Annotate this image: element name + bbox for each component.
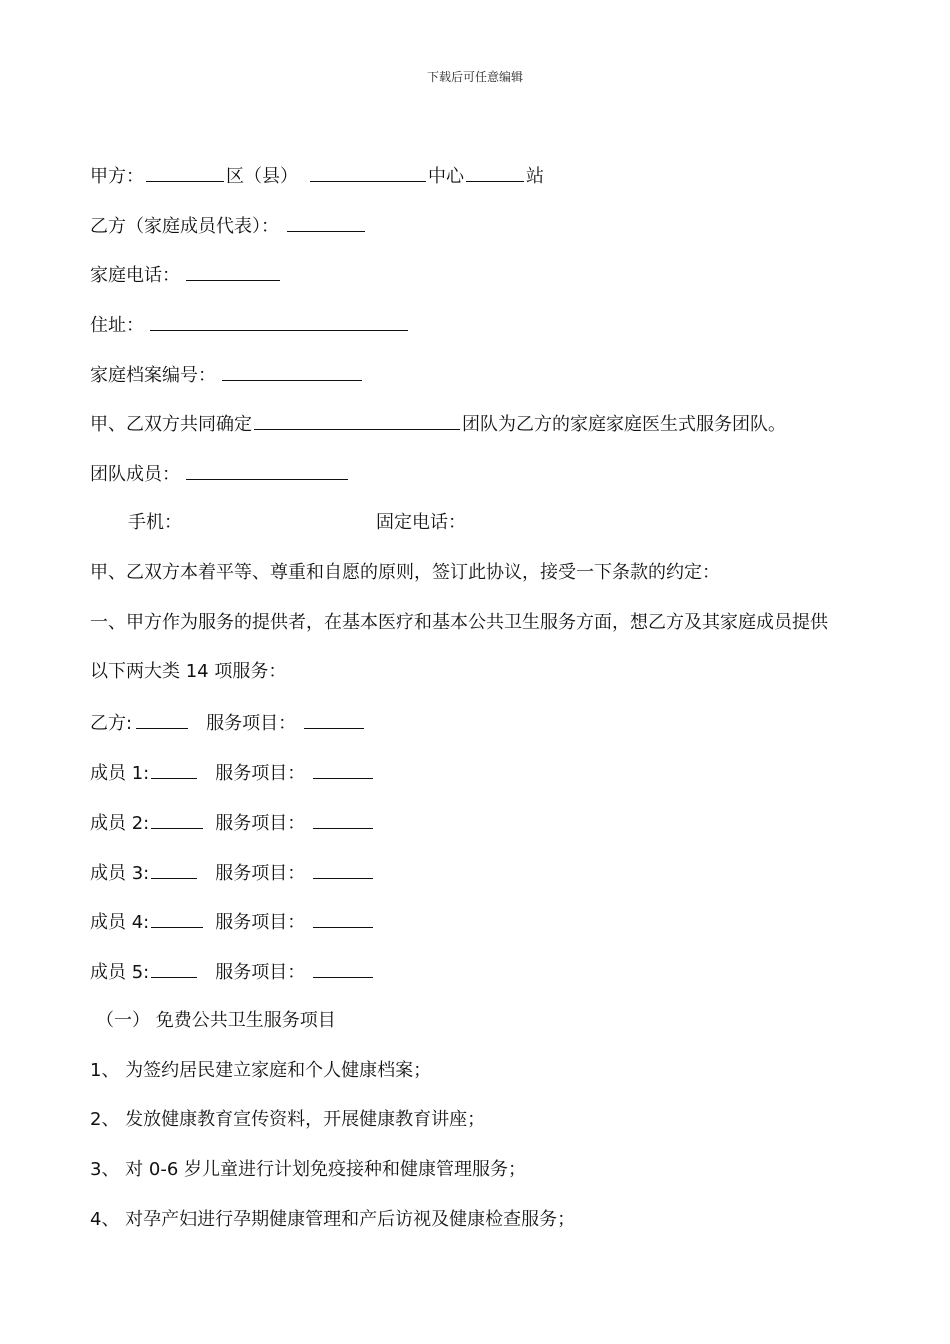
service-list-item: 1、 为签约居民建立家庭和个人健康档案； xyxy=(90,1060,432,1081)
party-a-label: 甲方： xyxy=(90,166,144,187)
service-row xyxy=(90,710,366,736)
family-phone-blank[interactable] xyxy=(186,262,280,281)
service-row-item-blank[interactable] xyxy=(313,860,373,879)
header-note: 下载后可任意编辑 xyxy=(426,70,523,84)
clause-one-line1: 一、甲方作为服务的提供者，在基本医疗和基本公共卫生服务方面，想乙方及其家庭成员提供 xyxy=(90,612,828,633)
team-members-blank[interactable] xyxy=(186,461,348,480)
address-line xyxy=(90,312,410,338)
service-row xyxy=(90,909,375,935)
team-confirm-line xyxy=(90,411,786,437)
service-row-item-blank[interactable] xyxy=(313,810,373,829)
service-list-item: 3、 对 0-6 岁儿童进行计划免疫接种和健康管理服务； xyxy=(90,1159,527,1180)
service-row-item: 服务项目： xyxy=(215,962,306,983)
party-a-center-label: 中心 xyxy=(428,166,464,187)
service-row-who-blank[interactable] xyxy=(151,860,197,879)
team-confirm-prefix: 甲、乙双方共同确定 xyxy=(90,414,252,435)
party-a-center-blank[interactable] xyxy=(310,163,426,182)
address-label: 住址： xyxy=(90,315,144,336)
party-a-station-label: 站 xyxy=(526,166,544,187)
team-confirm-suffix: 团队为乙方的家庭家庭医生式服务团队。 xyxy=(462,414,786,435)
team-name-blank[interactable] xyxy=(254,411,460,430)
section-one-title: （一） 免费公共卫生服务项目 xyxy=(96,1010,336,1031)
service-row-who-blank[interactable] xyxy=(151,810,203,829)
address-blank[interactable] xyxy=(150,312,408,331)
service-row-who: 成员 1: xyxy=(90,763,150,784)
service-list-item: 2、 发放健康教育宣传资料，开展健康教育讲座； xyxy=(90,1109,486,1130)
service-row-who-blank[interactable] xyxy=(136,710,188,729)
service-row-item: 服务项目： xyxy=(215,813,306,834)
contacts-line xyxy=(128,511,466,535)
party-a-station-blank[interactable] xyxy=(466,163,524,182)
family-phone-line xyxy=(90,262,282,288)
service-row-item-blank[interactable] xyxy=(304,710,364,729)
service-row-item: 服务项目： xyxy=(215,863,306,884)
agreement-intro: 甲、乙双方本着平等、尊重和自愿的原则，签订此协议，接受一下条款的约定： xyxy=(90,562,720,583)
service-row-item: 服务项目： xyxy=(206,713,297,734)
service-row-who-blank[interactable] xyxy=(151,760,197,779)
service-row xyxy=(90,959,375,985)
party-a-line xyxy=(90,163,544,189)
service-row-who: 成员 5: xyxy=(90,962,150,983)
landline-label: 固定电话： xyxy=(376,512,466,533)
service-row-item: 服务项目： xyxy=(215,912,306,933)
clause-one-line2: 以下两大类 14 项服务： xyxy=(90,661,287,682)
service-row-who: 乙方: xyxy=(90,713,133,734)
mobile-label: 手机： xyxy=(128,512,182,533)
file-number-blank[interactable] xyxy=(222,362,362,381)
service-list-item: 4、 对孕产妇进行孕期健康管理和产后访视及健康检查服务； xyxy=(90,1209,576,1230)
party-a-name-blank[interactable] xyxy=(146,163,224,182)
party-a-district-label: 区（县） xyxy=(226,166,298,187)
team-members-label: 团队成员： xyxy=(90,464,180,485)
service-row-item-blank[interactable] xyxy=(313,909,373,928)
file-number-line xyxy=(90,362,364,388)
party-b-label: 乙方（家庭成员代表）： xyxy=(90,216,279,237)
file-number-label: 家庭档案编号： xyxy=(90,365,216,386)
family-phone-label: 家庭电话： xyxy=(90,265,180,286)
service-row-who-blank[interactable] xyxy=(151,909,203,928)
service-row-item: 服务项目： xyxy=(215,763,306,784)
service-row-who: 成员 3: xyxy=(90,863,150,884)
party-b-blank[interactable] xyxy=(287,213,365,232)
service-row-item-blank[interactable] xyxy=(313,959,373,978)
service-row-item-blank[interactable] xyxy=(313,760,373,779)
service-row xyxy=(90,760,375,786)
service-row-who: 成员 4: xyxy=(90,912,150,933)
team-members-line xyxy=(90,461,350,487)
service-row-who-blank[interactable] xyxy=(151,959,197,978)
party-b-line xyxy=(90,213,367,239)
service-row xyxy=(90,810,375,836)
service-row-who: 成员 2: xyxy=(90,813,150,834)
service-row xyxy=(90,860,375,886)
